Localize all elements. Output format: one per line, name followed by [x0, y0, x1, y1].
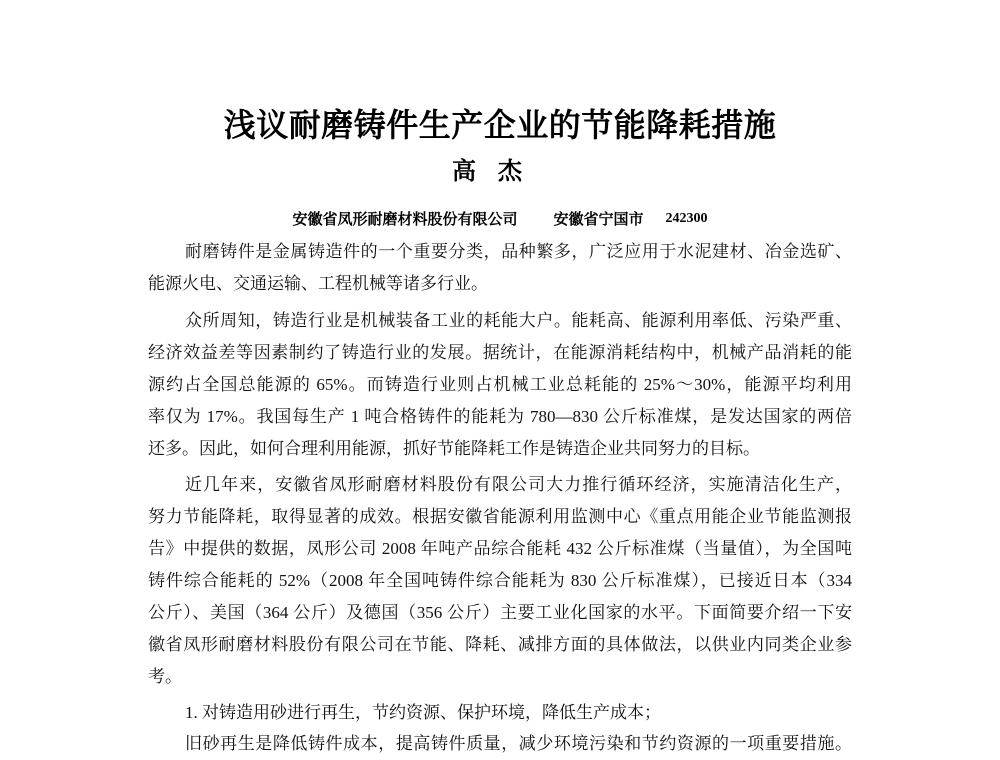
text-line: 告》中提供的数据，凤形公司 2008 年吨产品综合能耗 432 公斤标准煤（当量值），为全国吨 — [148, 539, 852, 558]
text-line: 源约占全国总能源的 65%。而铸造行业则占机械工业总耗能的 25%～30%，能源平均利用 — [148, 375, 852, 394]
author-affiliation — [0, 209, 1000, 229]
paragraph-company-results — [148, 469, 852, 693]
paragraph-industry-energy — [148, 305, 852, 465]
section-text-line: 旧砂再生是降低铸件成本，提高铸件质量，减少环境污染和节约资源的一项重要措施。 — [185, 734, 852, 753]
text-line: 经济效益差等因素制约了铸造行业的发展。据统计，在能源消耗结构中，机械产品消耗的能 — [148, 343, 852, 362]
text-line: 近几年来，安徽省凤形耐磨材料股份有限公司大力推行循环经济，实施清洁化生产， — [185, 475, 852, 494]
section-heading: 1. 对铸造用砂进行再生，节约资源、保护环境，降低生产成本； — [185, 703, 661, 722]
paper-title: 浅议耐磨铸件生产企业的节能降耗措施 — [223, 107, 777, 143]
author-name: 高 杰 — [452, 159, 522, 185]
paragraph-intro — [148, 236, 852, 300]
text-line: 努力节能降耗，取得显著的成效。根据安徽省能源利用监测中心《重点用能企业节能监测报 — [148, 507, 852, 526]
text-line: 耐磨铸件是金属铸造件的一个重要分类，品种繁多，广泛应用于水泥建材、冶金选矿、 — [185, 242, 852, 261]
article-body — [148, 236, 852, 758]
text-line: 徽省凤形耐磨材料股份有限公司在节能、降耗、减排方面的具体做法，以供业内同类企业参 — [148, 635, 852, 654]
affiliation-city: 安徽省宁国市 — [553, 210, 644, 228]
text-line: 能源火电、交通运输、工程机械等诸多行业。 — [148, 274, 488, 293]
text-line: 率仅为 17%。我国每生产 1 吨合格铸件的能耗为 780—830 公斤标准煤，是发达国家的两倍 — [148, 407, 852, 426]
text-line: 还多。因此，如何合理利用能源，抓好节能降耗工作是铸造企业共同努力的目标。 — [148, 439, 760, 458]
text-line: 考。 — [148, 667, 182, 686]
affiliation-organization: 安徽省凤形耐磨材料股份有限公司 — [292, 210, 518, 228]
text-line: 公斤）、美国（364 公斤）及德国（356 公斤）主要工业化国家的水平。下面简要介绍一下安 — [148, 603, 852, 622]
text-line: 众所周知，铸造行业是机械装备工业的耗能大户。能耗高、能源利用率低、污染严重、 — [185, 311, 852, 330]
affiliation-postcode: 242300 — [665, 211, 708, 226]
text-line: 铸件综合能耗的 52%（2008 年全国吨铸件综合能耗为 830 公斤标准煤），已接近日本（334 — [148, 571, 852, 590]
